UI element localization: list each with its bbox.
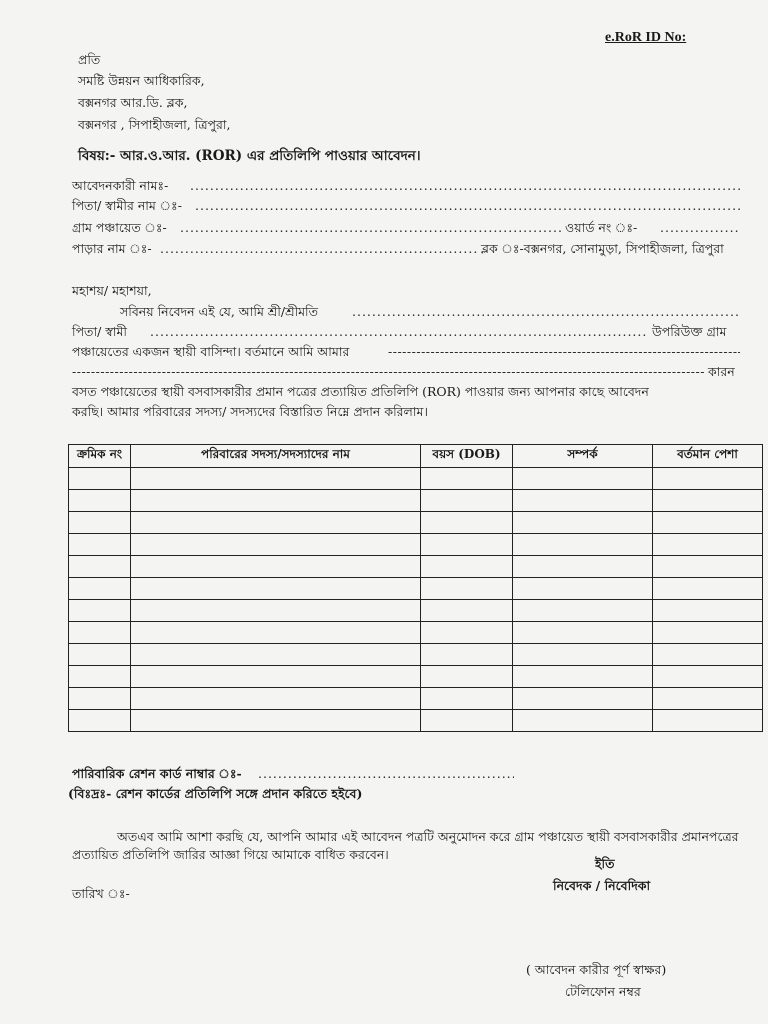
table-cell[interactable] <box>513 688 653 710</box>
table-cell[interactable] <box>131 512 421 534</box>
table-row <box>69 468 763 490</box>
table-row <box>69 688 763 710</box>
address-line-3: বক্সনগর আর.ডি. ব্লক, <box>78 95 188 110</box>
table-row <box>69 622 763 644</box>
father-husband-field[interactable] <box>195 198 740 214</box>
letter-line-1: সবিনয় নিবেদন এই যে, আমি শ্রী/শ্রীমতি <box>120 304 318 319</box>
applicant-fullname-field[interactable] <box>352 304 740 320</box>
table-row <box>69 534 763 556</box>
table-cell[interactable] <box>131 666 421 688</box>
family-members-table <box>68 444 763 732</box>
table-cell[interactable] <box>131 534 421 556</box>
table-cell[interactable] <box>421 468 513 490</box>
table-row <box>69 644 763 666</box>
table-cell[interactable] <box>421 512 513 534</box>
letter-line-6: করছি। আমার পরিবারের সদস্য/ সদস্যদের বিস্তারিত নিম্নে প্রদান করিলাম। <box>72 404 428 419</box>
closing-paragraph: অতএব আমি আশা করছি যে, আপনি আমার এই আবেদন পত্রটি অনুমোদন করে গ্রাম পঞ্চায়েত স্থায়ী বসবাসকারীর প্রমানপত্রের প্রত্যায়িত প্রতিলিপি জারির আজ্ঞা গিয়ে আমাকে বাধিত করবেন। <box>72 829 739 862</box>
table-cell[interactable] <box>653 534 763 556</box>
letter-father-field[interactable] <box>150 324 646 340</box>
table-cell[interactable] <box>69 468 131 490</box>
table-cell[interactable] <box>131 468 421 490</box>
table-cell[interactable] <box>513 512 653 534</box>
gram-panchayat-label: গ্রাম পঞ্চায়েত ঃ- <box>72 220 167 235</box>
address-line-1: প্রতি <box>78 52 101 67</box>
table-cell[interactable] <box>69 600 131 622</box>
table-cell[interactable] <box>131 688 421 710</box>
ration-card-note: (বিঃদ্রঃ- রেশন কার্ডের প্রতিলিপি সঙ্গে প্রদান করিতে হইবে) <box>68 786 363 801</box>
table-cell[interactable] <box>421 600 513 622</box>
para-name-field[interactable] <box>160 241 478 257</box>
table-cell[interactable] <box>421 644 513 666</box>
table-cell[interactable] <box>653 556 763 578</box>
eror-id-label: e.RoR ID No: <box>605 30 687 45</box>
table-cell[interactable] <box>421 710 513 732</box>
para-name-label: পাড়ার নাম ঃ- <box>72 241 152 256</box>
signature-label: ( আবেদন কারীর পূর্ণ স্বাক্ষর) <box>526 962 667 977</box>
table-cell[interactable] <box>69 666 131 688</box>
table-cell[interactable] <box>131 644 421 666</box>
table-cell[interactable] <box>131 556 421 578</box>
table-row <box>69 578 763 600</box>
ration-card-field[interactable] <box>258 766 514 782</box>
table-cell[interactable] <box>69 578 131 600</box>
table-cell[interactable] <box>69 710 131 732</box>
table-cell[interactable] <box>69 512 131 534</box>
table-cell[interactable] <box>653 600 763 622</box>
table-cell[interactable] <box>653 468 763 490</box>
col-relation-header: সম্পর্ক <box>513 445 653 468</box>
table-cell[interactable] <box>131 710 421 732</box>
phone-label: টেলিফোন নম্বর <box>565 984 641 999</box>
table-cell[interactable] <box>131 578 421 600</box>
ward-no-field[interactable] <box>660 220 740 236</box>
table-cell[interactable] <box>513 534 653 556</box>
table-row <box>69 512 763 534</box>
table-cell[interactable] <box>131 490 421 512</box>
col-member-name-header: পরিবারের সদস্য/সদস্যাদের নাম <box>131 445 421 468</box>
table-row <box>69 556 763 578</box>
applicant-signoff: নিবেদক / নিবেদিকা <box>553 878 651 893</box>
table-cell[interactable] <box>421 666 513 688</box>
table-cell[interactable] <box>69 622 131 644</box>
table-cell[interactable] <box>513 666 653 688</box>
table-cell[interactable] <box>131 600 421 622</box>
table-cell[interactable] <box>653 578 763 600</box>
table-cell[interactable] <box>653 710 763 732</box>
iti-label: ইতি <box>595 856 615 871</box>
table-cell[interactable] <box>421 534 513 556</box>
date-label: তারিখ ঃ- <box>72 886 130 901</box>
address-line-4: বক্সনগর , সিপাহীজলা, ত্রিপুরা, <box>78 117 231 132</box>
table-row <box>69 490 763 512</box>
block-label: ব্লক ঃ-বক্সনগর, সোনামুড়া, সিপাহীজলা, ত্রিপুরা <box>481 241 724 256</box>
table-cell[interactable] <box>513 644 653 666</box>
table-cell[interactable] <box>421 622 513 644</box>
table-row <box>69 600 763 622</box>
table-cell[interactable] <box>513 600 653 622</box>
table-cell[interactable] <box>69 490 131 512</box>
table-cell[interactable] <box>653 490 763 512</box>
col-serial-header: ক্রমিক নং <box>69 445 131 468</box>
table-cell[interactable] <box>131 622 421 644</box>
table-cell[interactable] <box>513 622 653 644</box>
table-cell[interactable] <box>421 556 513 578</box>
table-row <box>69 710 763 732</box>
table-cell[interactable] <box>653 512 763 534</box>
table-cell[interactable] <box>653 622 763 644</box>
table-cell[interactable] <box>69 644 131 666</box>
table-header-row <box>69 445 763 468</box>
letter-line-2-suffix: উপরিউক্ত গ্রাম <box>652 324 727 339</box>
table-cell[interactable] <box>421 578 513 600</box>
letter-line-3: পঞ্চায়েতের একজন স্থায়ী বাসিন্দা। বর্তমানে আমি আমার <box>72 344 350 359</box>
applicant-name-field[interactable] <box>190 178 740 194</box>
table-cell[interactable] <box>513 710 653 732</box>
table-cell[interactable] <box>421 688 513 710</box>
table-cell[interactable] <box>513 556 653 578</box>
address-line-2: সমষ্টি উন্নয়ন আধিকারিক, <box>78 73 205 88</box>
gram-panchayat-field[interactable] <box>180 220 562 236</box>
reason-field[interactable] <box>72 364 704 380</box>
col-age-header: বয়স (DOB) <box>421 445 513 468</box>
table-cell[interactable] <box>69 688 131 710</box>
table-row <box>69 666 763 688</box>
applicant-name-label: আবেদনকারী নামঃ- <box>72 178 169 193</box>
reason-label: কারন <box>708 364 735 379</box>
table-cell[interactable] <box>653 666 763 688</box>
subject-line: বিষয়:- আর.ও.আর. (ROR) এর প্রতিলিপি পাওয়ার আবেদন। <box>78 148 421 164</box>
table-cell[interactable] <box>69 556 131 578</box>
col-occupation-header: বর্তমান পেশা <box>653 445 763 468</box>
table-cell[interactable] <box>513 578 653 600</box>
table-cell[interactable] <box>653 644 763 666</box>
table-cell[interactable] <box>421 490 513 512</box>
salutation: মহাশয়/ মহাশয়া, <box>72 283 152 298</box>
letter-line-5: বসত পঞ্চায়েতের স্থায়ী বসবাসকারীর প্রমান পত্রের প্রত্যায়িত প্রতিলিপি (ROR) পাওয়ার জন্য আপনার কাছে আবেদন <box>72 384 649 399</box>
ration-card-label: পারিবারিক রেশন কার্ড নাম্বার ঃ- <box>72 766 242 781</box>
table-cell[interactable] <box>653 688 763 710</box>
ward-no-label: ওয়ার্ড নং ঃ- <box>565 220 638 235</box>
table-cell[interactable] <box>513 490 653 512</box>
table-cell[interactable] <box>69 534 131 556</box>
letter-line-2-label: পিতা/ স্বামী <box>72 324 127 339</box>
table-cell[interactable] <box>513 468 653 490</box>
father-husband-label: পিতা/ স্বামীর নাম ঃ- <box>72 198 182 213</box>
current-address-field[interactable] <box>388 344 740 360</box>
